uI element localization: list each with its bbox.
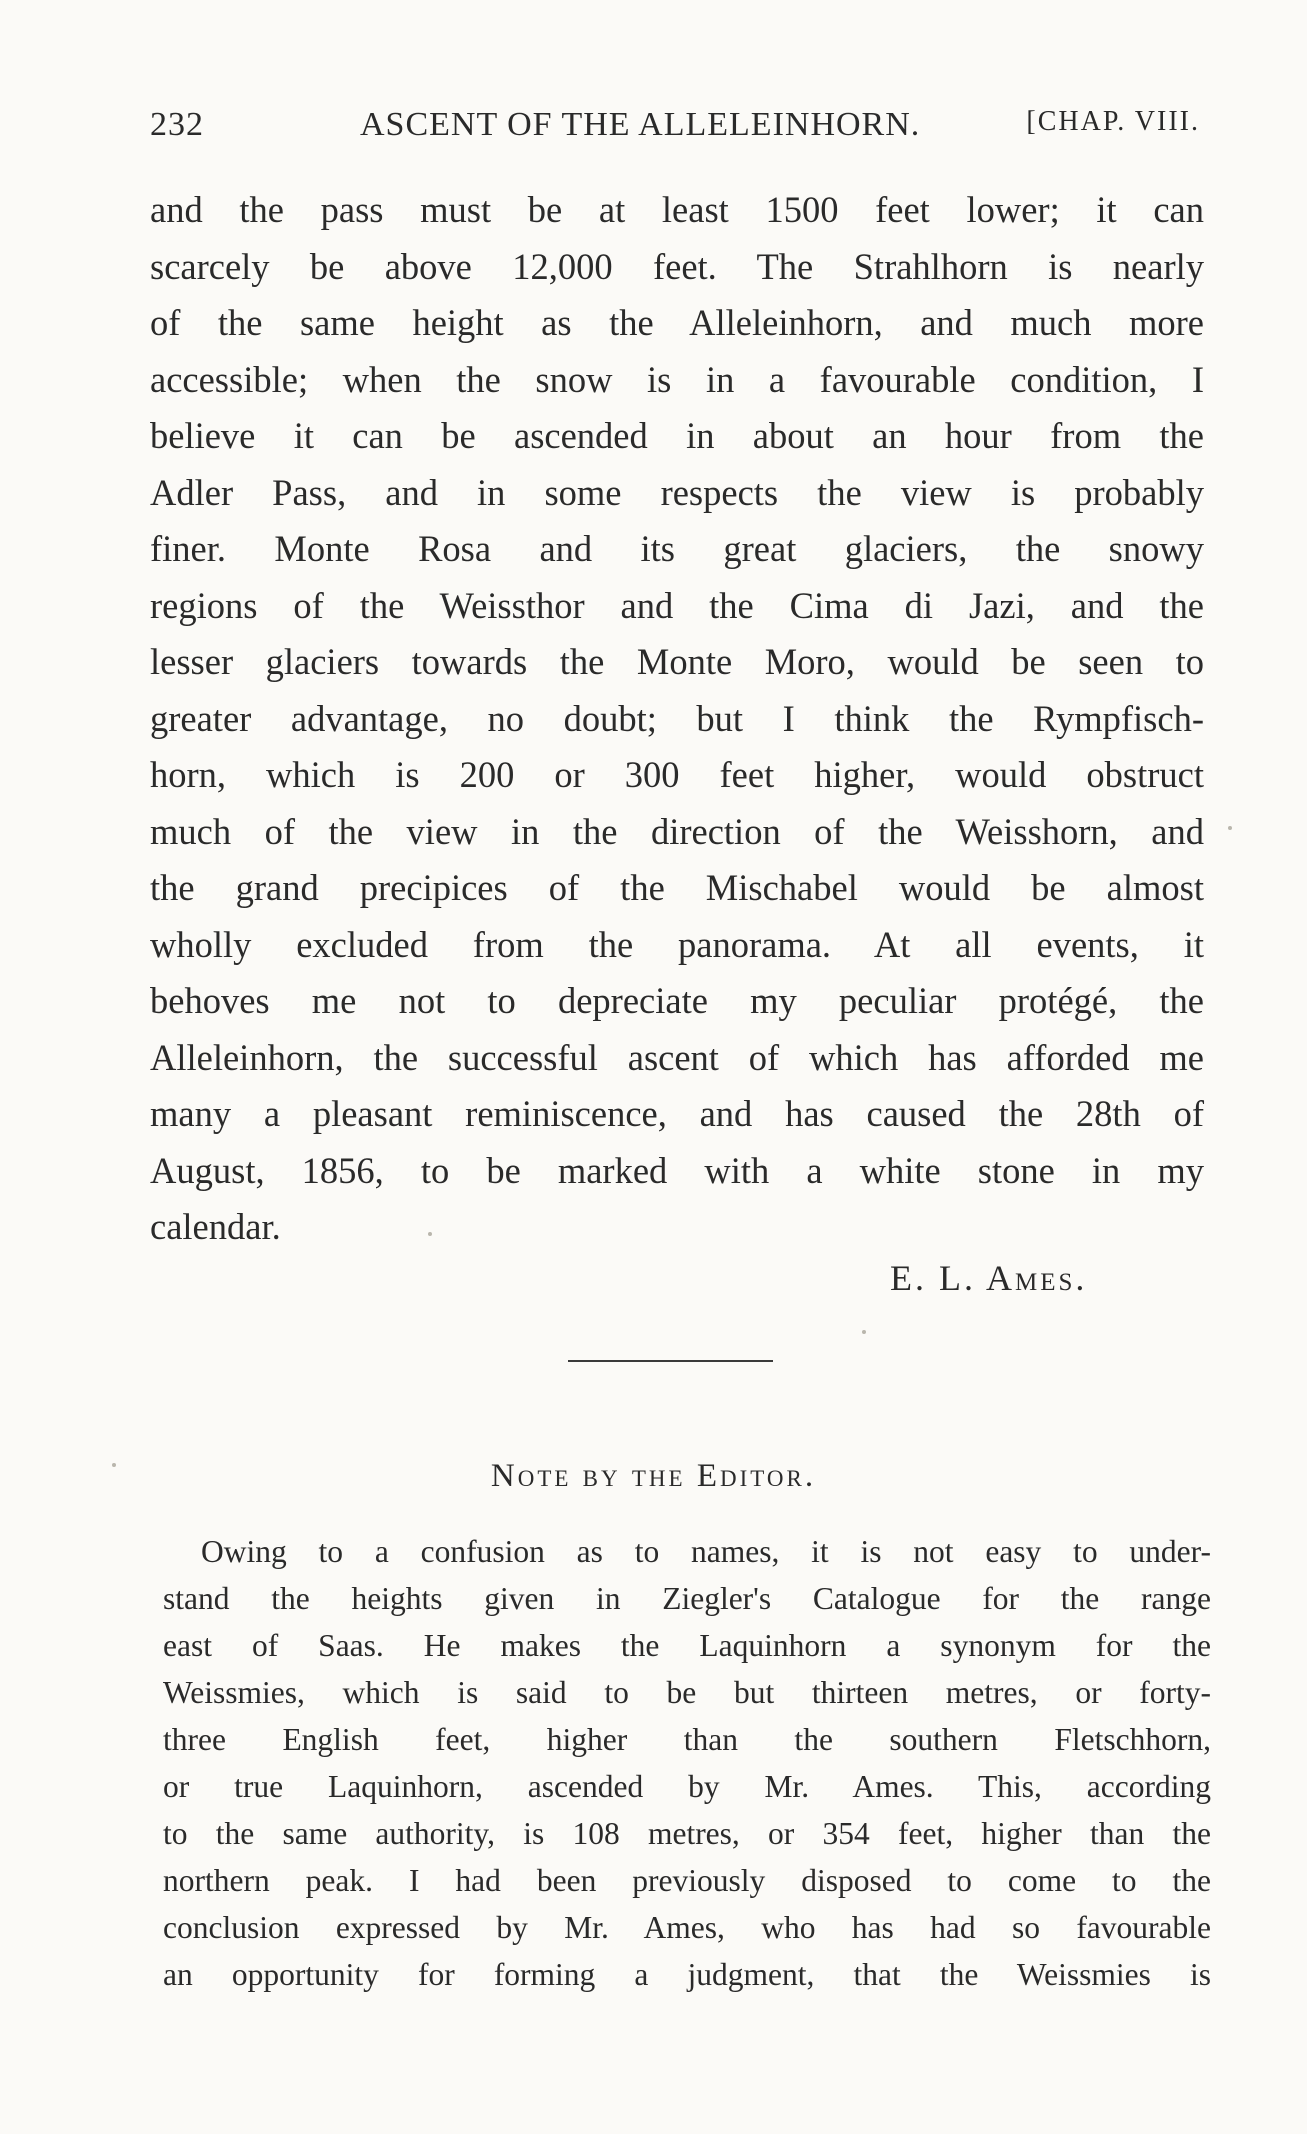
paper-speck	[1228, 826, 1232, 830]
main-paragraph	[150, 182, 1204, 1256]
text-line: believe it can be ascended in about an hour from the	[150, 415, 1204, 456]
text-line: accessible; when the snow is in a favourable condition, I	[150, 358, 1204, 400]
note-line: northern peak. I had been previously disposed to come to the	[163, 1863, 1211, 1898]
text-line: Alleleinhorn, the successful ascent of which has afforded me	[150, 1036, 1204, 1078]
note-line: conclusion expressed by Mr. Ames, who has had so favourable	[163, 1910, 1211, 1945]
section-divider	[568, 1360, 773, 1362]
paper-speck	[428, 1232, 432, 1236]
editor-note	[163, 1528, 1211, 1998]
text-line: lesser glaciers towards the Monte Moro, would be seen to	[150, 641, 1204, 682]
text-line: many a pleasant reminiscence, and has caused the 28th of	[150, 1093, 1204, 1134]
note-line: to the same authority, is 108 metres, or 354 feet, higher than the	[163, 1816, 1211, 1851]
note-line: an opportunity for forming a judgment, that the Weissmies is	[163, 1957, 1211, 1992]
text-line: calendar.	[150, 1206, 281, 1247]
text-line: greater advantage, no doubt; but I think the Rympfisch-	[150, 697, 1204, 739]
note-line: or true Laquinhorn, ascended by Mr. Ames. This, according	[163, 1769, 1211, 1804]
text-line: and the pass must be at least 1500 feet lower; it can	[150, 189, 1204, 230]
note-heading: Note by the Editor.	[490, 1458, 817, 1494]
paper-speck	[862, 1330, 866, 1334]
text-line: finer. Monte Rosa and its great glaciers, the snowy	[150, 528, 1204, 569]
note-line: Owing to a confusion as to names, it is not easy to under-	[201, 1534, 1211, 1569]
note-line: Weissmies, which is said to be but thirteen metres, or forty-	[163, 1675, 1211, 1710]
text-line: the grand precipices of the Mischabel would be almost	[150, 867, 1204, 908]
author-signature: E. L. Ames.	[890, 1258, 1088, 1298]
note-line: three English feet, higher than the southern Fletschhorn,	[163, 1722, 1211, 1757]
running-title: ASCENT OF THE ALLELEINHORN.	[360, 106, 921, 143]
running-head	[150, 106, 1200, 152]
text-line: horn, which is 200 or 300 feet higher, would obstruct	[150, 754, 1204, 795]
text-line: of the same height as the Alleleinhorn, and much more	[150, 302, 1204, 343]
text-line: Adler Pass, and in some respects the view is probably	[150, 471, 1204, 513]
note-line: east of Saas. He makes the Laquinhorn a synonym for the	[163, 1628, 1211, 1663]
page-number: 232	[150, 106, 204, 143]
paper-speck	[112, 1463, 116, 1467]
text-line: much of the view in the direction of the Weisshorn, and	[150, 810, 1204, 852]
text-line: scarcely be above 12,000 feet. The Strahlhorn is nearly	[150, 245, 1204, 287]
note-line: stand the heights given in Ziegler's Catalogue for the range	[163, 1581, 1211, 1616]
text-line: regions of the Weissthor and the Cima di Jazi, and the	[150, 584, 1204, 626]
text-line: behoves me not to depreciate my peculiar protégé, the	[150, 980, 1204, 1021]
text-line: August, 1856, to be marked with a white stone in my	[150, 1149, 1204, 1191]
text-line: wholly excluded from the panorama. At all events, it	[150, 923, 1204, 965]
chapter-marker: [CHAP. VIII.	[1026, 106, 1200, 137]
